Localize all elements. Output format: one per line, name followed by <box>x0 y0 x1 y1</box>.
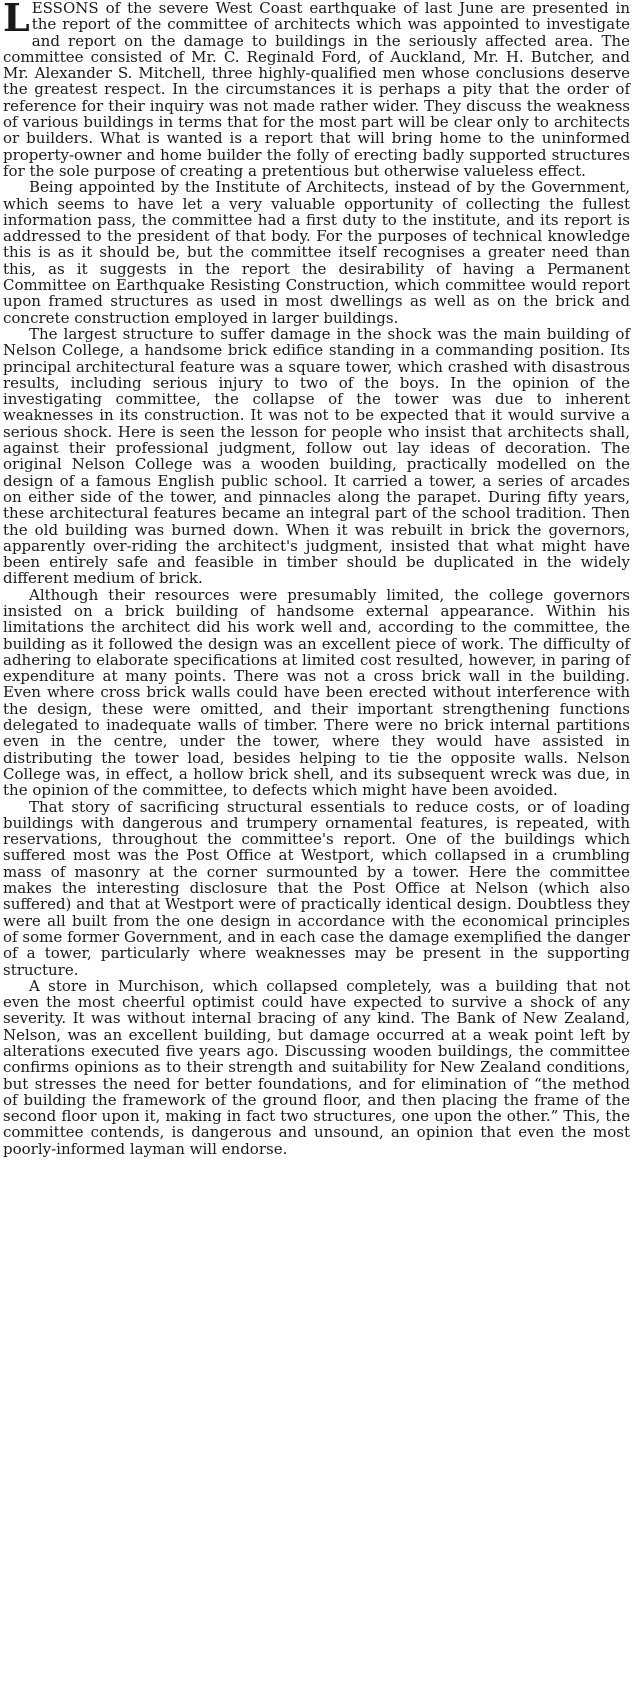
article-paragraph-2: Being appointed by the Institute of Architects, instead of by the Government, which seems to have let a very valuable opportunity of collecting the fullest information pass, the committee had a first duty to the institute, and its report is addressed to the president of that body. For the purposes of technical knowledge this is as it should be, but the committee itself recognises a greater need than this, as it suggests in the report the desirability of having a Permanent Committee on Earthquake Resisting Construction, which committee would report upon framed structures as used in most dwellings as well as on the brick and concrete construction employed in larger buildings. <box>3 178 630 327</box>
article-paragraph-6: A store in Murchison, which collapsed completely, was a building that not even the most cheerful optimist could have expected to survive a shock of any severity. It was without internal bracing of any kind. The Bank of New Zealand, Nelson, was an excellent building, but damage occurred at a weak point left by alterations executed five years ago. Discussing wooden buildings, the committee confirms opinions as to their strength and suitability for New Zealand conditions, but stresses the need for better foundations, and for elimination of “the method of building the framework of the ground floor, and then placing the frame of the second floor upon it, making in fact two structures, one upon the other.” This, the committee contends, is dangerous and unsound, an opinion that even the most poorly-informed layman will endorse. <box>3 976 630 1158</box>
article-paragraph-1 <box>3 0 630 179</box>
article-paragraph-3: The largest structure to suffer damage in the shock was the main building of Nelson College, a handsome brick edifice standing in a commanding position. Its principal architectural feature was a square tower, which crashed with disastrous results, including serious injury to two of the boys. In the opinion of the investigating committee, the collapse of the tower was due to inherent weaknesses in its construction. It was not to be expected that it would survive a serious shock. Here is seen the lesson for people who insist that architects shall, against their professional judgment, follow out lay ideas of decoration. The original Nelson College was a wooden building, practically modelled on the design of a famous English public school. It carried a tower, a series of arcades on either side of the tower, and pinnacles along the parapet. During fifty years, these architectural features became an integral part of the school tradition. Then the old building was burned down. When it was rebuilt in brick the governors, apparently over-riding the architect's judgment, insisted that what might have been entirely safe and feasible in timber should be duplicated in the widely different medium of brick. <box>3 324 630 588</box>
article-paragraph-4: Although their resources were presumably limited, the college governors insisted on a brick building of handsome external appearance. Within his limitations the architect did his work well and, according to the committee, the building as it followed the design was an excellent piece of work. The difficulty of adhering to elaborate specifications at limited cost resulted, however, in paring of expenditure at many points. There was not a cross brick wall in the building. Even where cross brick walls could have been erected without interference with the design, these were omitted, and their important strengthening functions delegated to inadequate walls of timber. There were no brick internal partitions even in the centre, under the tower, where they would have assisted in distributing the tower load, besides helping to tie the opposite walls. Nelson College was, in effect, a hollow brick shell, and its subsequent wreck was due, in the opinion of the committee, to defects which might have been avoided. <box>3 585 630 800</box>
article-paragraph-5: That story of sacrificing structural essentials to reduce costs, or of loading buildings with dangerous and trumpery ornamental features, is repeated, with reservations, throughout the committee's report. One of the buildings which suffered most was the Post Office at Westport, which collapsed in a crumbling mass of masonry at the corner surmounted by a tower. Here the committee makes the interesting disclosure that the Post Office at Nelson (which also suffered) and that at Westport were of practically identical design. Doubtless they were all built from the one design in accordance with the economical principles of some former Government, and in each case the damage exemplified the danger of a tower, particularly where weaknesses may be present in the supporting structure. <box>3 797 630 979</box>
article-column <box>3 0 630 1157</box>
paragraph-text: ESSONS of the severe West Coast earthquake of last June are presented in the report of the committee of architects which was appointed to investigate and report on the damage to buildings in the seriously affected area. The committee consisted of Mr. C. Reginald Ford, of Auckland, Mr. H. Butcher, and Mr. Alexander S. Mitchell, three highly-qualified men whose conclusions deserve the greatest respect. In the circumstances it is perhaps a pity that the order of reference for their inquiry was not made rather wider. They discuss the weakness of various buildings in terms that for the most part will be clear only to architects or builders. What is wanted is a report that will bring home to the uninformed property-owner and home builder the folly of erecting badly supported structures for the sole purpose of creating a pretentious but otherwise valueless effect. <box>3 0 630 180</box>
drop-cap: L <box>3 0 30 40</box>
